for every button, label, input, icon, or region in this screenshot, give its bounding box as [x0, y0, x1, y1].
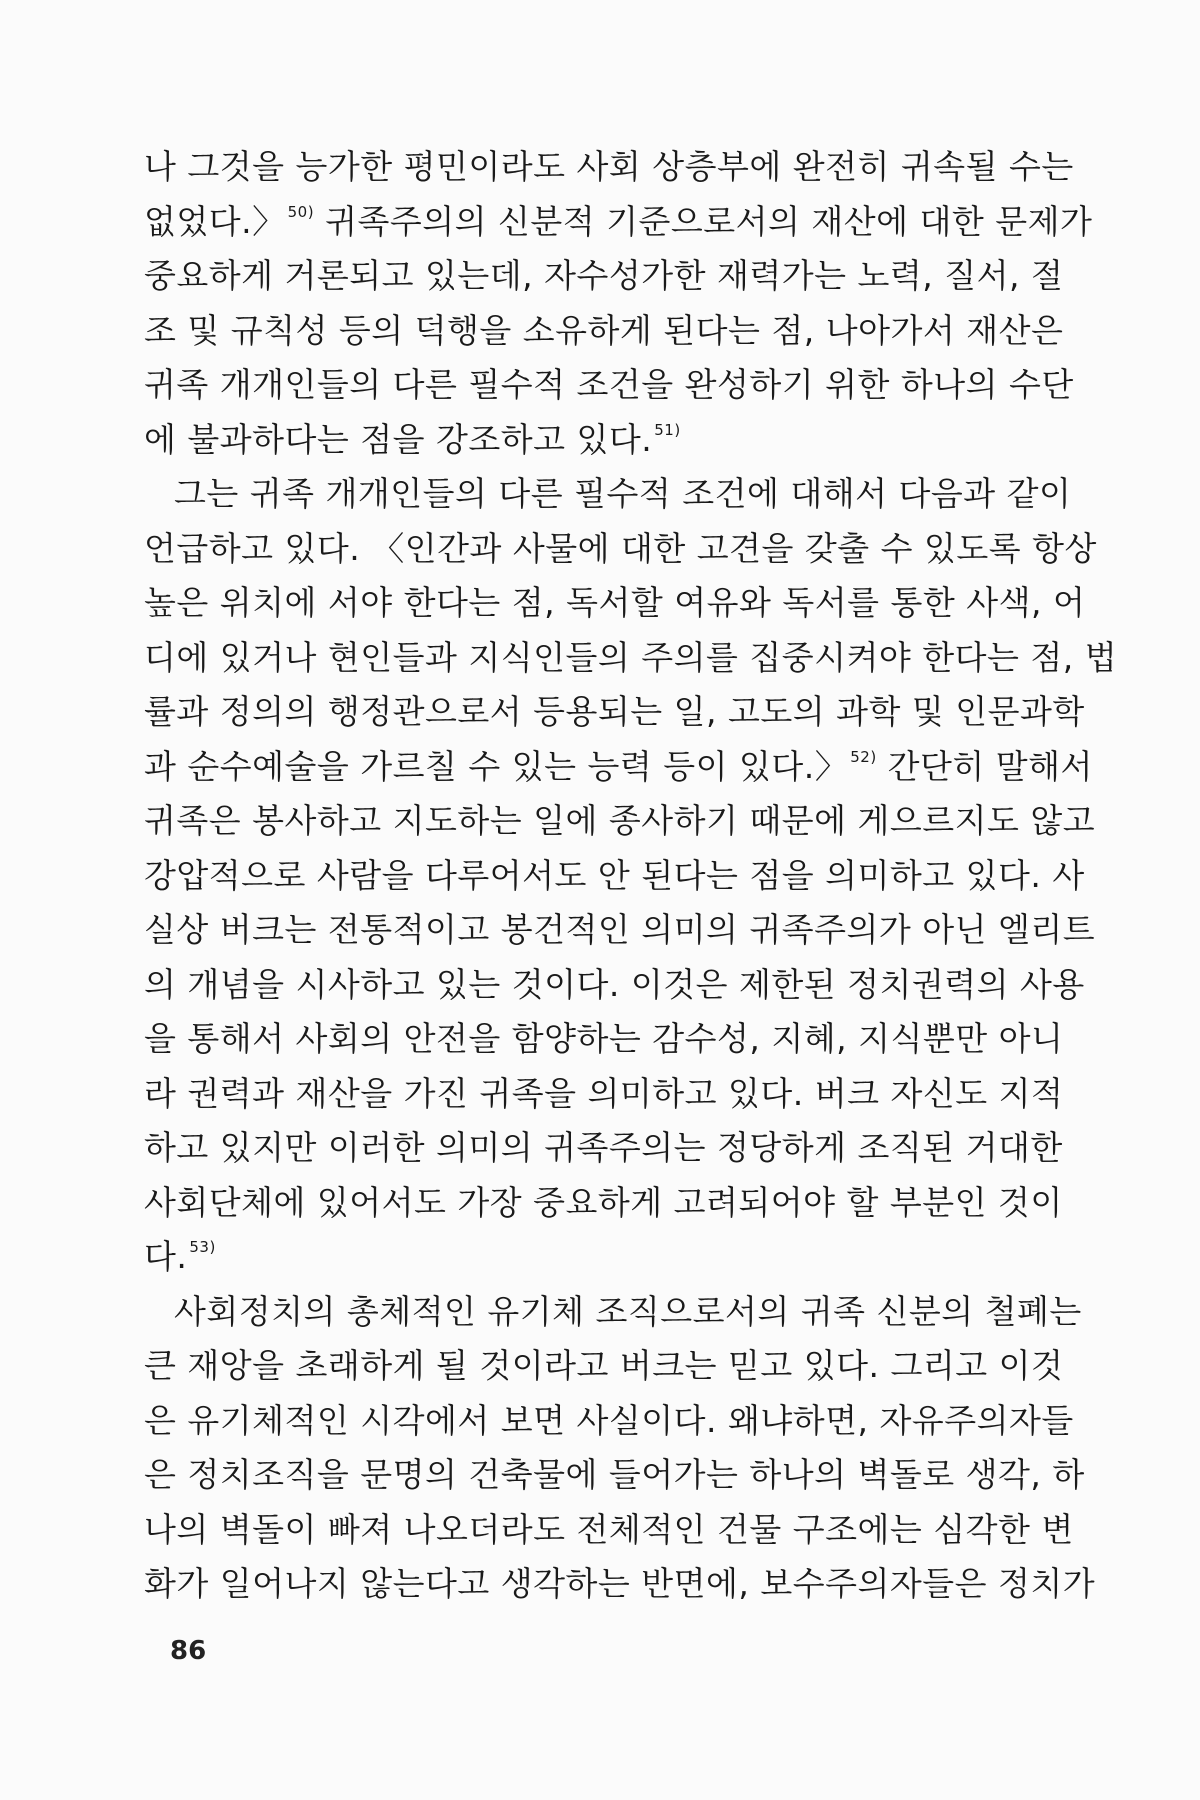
paragraph	[144, 467, 1118, 1285]
footnote-marker: 52)	[850, 747, 877, 766]
text-line	[144, 1176, 1063, 1231]
text-run: 은 정치조직을 문명의 건축물에 들어가는 하나의 벽돌로 생각, 하	[144, 1455, 1085, 1494]
footnote-marker: 50)	[287, 202, 315, 221]
text-run: 은 유기체적인 시각에서 보면 사실이다. 왜냐하면, 자유주의자들	[144, 1400, 1074, 1440]
text-line	[144, 195, 1093, 250]
text-run: 귀족 개개인들의 다른 필수적 조건을 완성하기 위한 하나의 수단	[144, 365, 1074, 404]
text-line	[144, 1503, 1074, 1558]
paragraph	[144, 1285, 1096, 1612]
text-line	[144, 1557, 1096, 1612]
text-run: 나의 벽돌이 빠져 나오더라도 전체적인 건물 구조에는 심각한 변	[144, 1509, 1074, 1549]
text-run: 실상 버크는 전통적이고 봉건적인 의미의 귀족주의가 아닌 엘리트	[144, 910, 1096, 949]
text-run: 사회단체에 있어서도 가장 중요하게 고려되어야 할 부분인 것이	[144, 1182, 1063, 1222]
text-line	[144, 522, 1097, 577]
text-line	[144, 1012, 1064, 1067]
text-line	[144, 1121, 1063, 1176]
text-run: 화가 일어나지 않는다고 생각하는 반면에, 보수주의자들은 정치가	[144, 1564, 1096, 1603]
text-line	[144, 140, 1074, 195]
text-line	[144, 794, 1096, 849]
text-run: 사회정치의 총체적인 유기체 조직으로서의 귀족 신분의 철폐는	[174, 1291, 1082, 1331]
text-run: 간단히 말해서	[876, 746, 1093, 786]
text-run: 을 통해서 사회의 안전을 함양하는 감수성, 지혜, 지식뿐만 아니	[144, 1019, 1064, 1058]
text-line	[144, 1067, 1064, 1122]
text-line	[144, 467, 1072, 522]
footnote-marker: 51)	[654, 420, 681, 439]
page-number: 86	[170, 1636, 207, 1666]
text-line	[144, 1285, 1082, 1340]
body-text	[144, 140, 1118, 1612]
text-run: 하고 있지만 이러한 의미의 귀족주의는 정당하게 조직된 거대한	[144, 1128, 1063, 1167]
text-line	[144, 1230, 1060, 1285]
text-run: 높은 위치에 서야 한다는 점, 독서할 여유와 독서를 통한 사색, 어	[144, 583, 1086, 622]
text-line	[144, 413, 1060, 468]
text-line	[144, 249, 1064, 304]
text-run: 률과 정의의 행정관으로서 등용되는 일, 고도의 과학 및 인문과학	[144, 692, 1085, 731]
text-line	[144, 903, 1096, 958]
text-run: 그는 귀족 개개인들의 다른 필수적 조건에 대해서 다음과 같이	[174, 474, 1072, 513]
text-run: 다.	[144, 1237, 188, 1276]
text-line	[144, 1448, 1085, 1503]
text-run: 귀족주의의 신분적 기준으로서의 재산에 대한 문제가	[314, 201, 1093, 241]
text-run: 없었다.〉	[144, 201, 286, 241]
text-run: 디에 있거나 현인들과 지식인들의 주의를 집중시켜야 한다는 점, 법	[144, 637, 1118, 677]
text-line	[144, 740, 1093, 795]
text-run: 나 그것을 능가한 평민이라도 사회 상층부에 완전히 귀속될 수는	[144, 147, 1074, 186]
text-run: 귀족은 봉사하고 지도하는 일에 종사하기 때문에 게으르지도 않고	[144, 801, 1096, 840]
text-line	[144, 685, 1085, 740]
text-run: 조 및 규칙성 등의 덕행을 소유하게 된다는 점, 나아가서 재산은	[144, 310, 1064, 350]
text-run: 과 순수예술을 가르칠 수 있는 능력 등이 있다.〉	[144, 746, 849, 786]
text-line	[144, 631, 1118, 686]
text-run: 강압적으로 사람을 다루어서도 안 된다는 점을 의미하고 있다. 사	[144, 855, 1085, 895]
text-run: 에 불과하다는 점을 강조하고 있다.	[144, 419, 653, 459]
text-line	[144, 576, 1086, 631]
text-line	[144, 358, 1074, 413]
text-run: 중요하게 거론되고 있는데, 자수성가한 재력가는 노력, 질서, 절	[144, 256, 1064, 295]
text-line	[144, 1339, 1064, 1394]
text-line	[144, 1394, 1074, 1449]
text-run: 라 권력과 재산을 가진 귀족을 의미하고 있다. 버크 자신도 지적	[144, 1073, 1064, 1113]
footnote-marker: 53)	[189, 1238, 216, 1256]
text-run: 의 개념을 시사하고 있는 것이다. 이것은 제한된 정치권력의 사용	[144, 964, 1085, 1004]
paragraph	[144, 140, 1093, 467]
text-line	[144, 958, 1085, 1013]
text-run: 언급하고 있다. 〈인간과 사물에 대한 고견을 갖출 수 있도록 항상	[144, 528, 1097, 568]
text-line	[144, 849, 1085, 904]
text-line	[144, 304, 1064, 359]
text-run: 큰 재앙을 초래하게 될 것이라고 버크는 믿고 있다. 그리고 이것	[144, 1346, 1064, 1385]
